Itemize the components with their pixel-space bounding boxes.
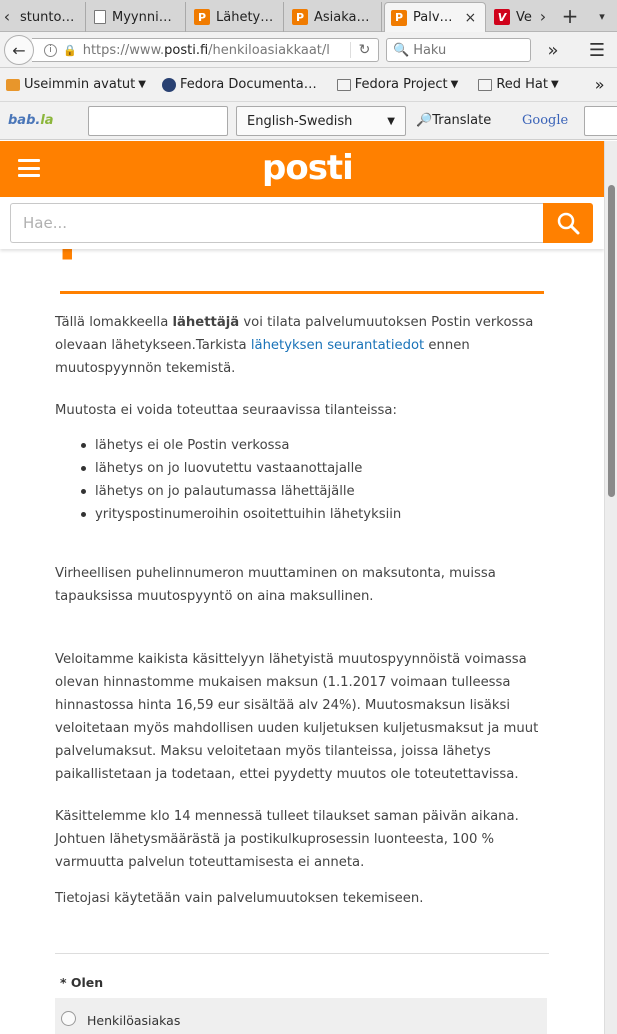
intro-text: Tällä lomakkeella [55,315,173,330]
site-header [0,141,604,197]
bookmark-label: Fedora Project [354,77,448,92]
olen-label: * Olen [60,975,104,990]
url-prefix: https://www. [82,42,165,58]
pricing-paragraph: Veloitamme kaikista käsittelyyn lähetyistä muutospyynnöistä voimassa olevan hinnastomme mukaisen maksun (1.1.2017 voimaan tulleessa hinnastossa hinta 16,59 eur sisältää alv 24%). Muutosmaksun lisäksi veloitetaan myös mahdollisen uuden kuljetuksen kuljetusmaksut ja muut palvelumaksut. Maksu veloitetaan myös tilanteissa, joissa lähetys paikallistetaan ja todetaan, ettei pyydetty muutos ole toteutettavissa. [55,652,539,782]
list-item: lähetys on jo palautumassa lähettäjälle [79,480,549,503]
babla-brand-1: bab [8,113,36,128]
search-icon [556,211,580,235]
babla-language-select[interactable] [236,106,406,136]
url-path: /henkiloasiakkaat/l [208,42,330,58]
tab-asiaka[interactable] [286,2,382,32]
lock-icon: 🔒 [63,43,77,57]
navigation-toolbar [0,32,617,68]
magnifier-icon: 🔎 [416,113,433,128]
list-item: lähetys ei ole Postin verkossa [79,434,549,457]
vivaldi-icon: V [494,9,510,25]
tab-title: Asiaka… [314,9,370,25]
option-private-customer[interactable] [55,998,547,1034]
section-divider [55,953,549,954]
radio-label: Henkilöasiakas [87,1012,181,1028]
tab-stunto[interactable] [14,2,86,32]
babla-logo[interactable]: bab.la [8,113,54,128]
document-icon [94,10,106,24]
tab-palv-active[interactable] [384,2,486,32]
site-search-input[interactable] [10,203,544,243]
babla-brand-2: la [40,113,54,128]
web-search-box[interactable] [386,38,531,62]
babla-toolbar [0,102,617,140]
folder-icon [337,79,351,91]
url-text[interactable] [83,43,350,58]
babla-word-input[interactable] [88,106,228,136]
bookmark-red-hat[interactable] [478,77,558,92]
tab-title: Myynni… [112,9,172,25]
new-tab-button[interactable]: + [561,4,579,28]
intro-bold: lähettäjä [172,315,240,330]
tab-lahety[interactable] [188,2,284,32]
posti-icon: P [292,9,308,25]
google-logo[interactable]: Google [522,113,569,128]
chevron-down-icon: ▼ [551,79,559,90]
site-search-button[interactable] [543,203,593,243]
tab-title: Lähety… [216,9,274,25]
babla-translate-button[interactable] [416,113,491,128]
radio-button[interactable] [61,1011,76,1026]
scrollbar-thumb[interactable] [608,185,615,497]
translate-label: Translate [432,113,492,128]
intro-text: ennen muutospyynnön tekemistä. [55,338,470,376]
info-icon[interactable]: i [44,44,57,57]
folder-icon [478,79,492,91]
bookmark-label: Fedora Documenta… [179,77,317,92]
tab-title: Ve [516,9,532,25]
tab-ve[interactable] [488,2,532,32]
url-domain: posti.fi [164,42,209,58]
babla-language-value: English-Swedish [247,113,353,129]
posti-icon: P [194,9,210,25]
bookmarks-toolbar [0,68,617,102]
posti-icon: P [391,10,407,26]
chevron-down-icon: ▼ [138,79,146,90]
page-scrollbar[interactable] [604,141,617,1034]
intro-text: voi tilata palvelumuutoksen Postin verkossa olevaan lähetykseen.Tarkista [55,315,534,353]
bookmark-fedora-project[interactable] [337,77,459,92]
search-icon: 🔍 [393,42,410,58]
tab-bar [0,0,617,32]
tab-title: Palv… [413,10,453,25]
bookmark-label: Red Hat [496,77,548,92]
bookmark-fedora-docs[interactable] [162,77,317,92]
google-search-input[interactable] [584,106,617,136]
web-search-input[interactable] [413,43,523,58]
site-search-bar [0,197,604,249]
url-bar[interactable] [32,38,379,62]
chevron-down-icon: ▼ [450,79,459,90]
orange-divider [60,291,544,294]
cannot-title: Muutosta ei voida toteuttaa seuraavissa tilanteissa: [55,403,397,418]
overflow-chevron-icon[interactable]: » [547,39,559,61]
tab-myynni[interactable] [88,2,186,32]
scroll-tabs-right-icon[interactable]: › [539,6,547,26]
posti-logo[interactable]: posti [262,148,353,188]
scroll-tabs-left-icon[interactable]: ‹ [3,6,11,26]
list-tabs-icon[interactable]: ▾ [599,9,605,23]
bookmark-label: Useimmin avatut [24,77,136,92]
bookmark-most-visited[interactable] [6,77,146,92]
intro-paragraph [55,311,549,380]
back-arrow-icon: ← [12,40,26,60]
tab-title: stunto… [20,9,75,25]
cannot-list [79,434,549,526]
back-button[interactable] [4,35,34,65]
page-viewport [0,141,604,1034]
phone-note: Virheellisen puhelinnumeron muuttaminen on maksutonta, muissa tapauksissa muutospyyntö on aina maksullinen. [55,566,496,604]
close-tab-icon[interactable]: × [464,9,477,26]
site-menu-icon[interactable] [18,159,40,177]
bookmarks-overflow-icon[interactable]: » [594,75,605,94]
reload-icon[interactable]: ↻ [350,42,378,58]
hamburger-menu-icon[interactable]: ☰ [588,39,606,61]
folder-icon [6,79,20,91]
list-item: yrityspostinumeroihin osoitettuihin lähetyksiin [79,503,549,526]
processing-paragraph: Käsittelemme klo 14 mennessä tulleet tilaukset saman päivän aikana. Johtuen lähetysmäärästä ja postikulkuprosessin luonteesta, 100 % varmuutta palvelun toteuttamisesta ei anneta. [55,809,519,870]
privacy-paragraph: Tietojasi käytetään vain palvelumuutoksen tekemiseen. [55,891,424,906]
tracking-link[interactable]: lähetyksen seurantatiedot [250,338,425,353]
list-item: lähetys on jo luovutettu vastaanottajalle [79,457,549,480]
fedora-icon [162,78,176,92]
chevron-down-icon: ▼ [387,115,395,127]
main-content [55,311,549,929]
